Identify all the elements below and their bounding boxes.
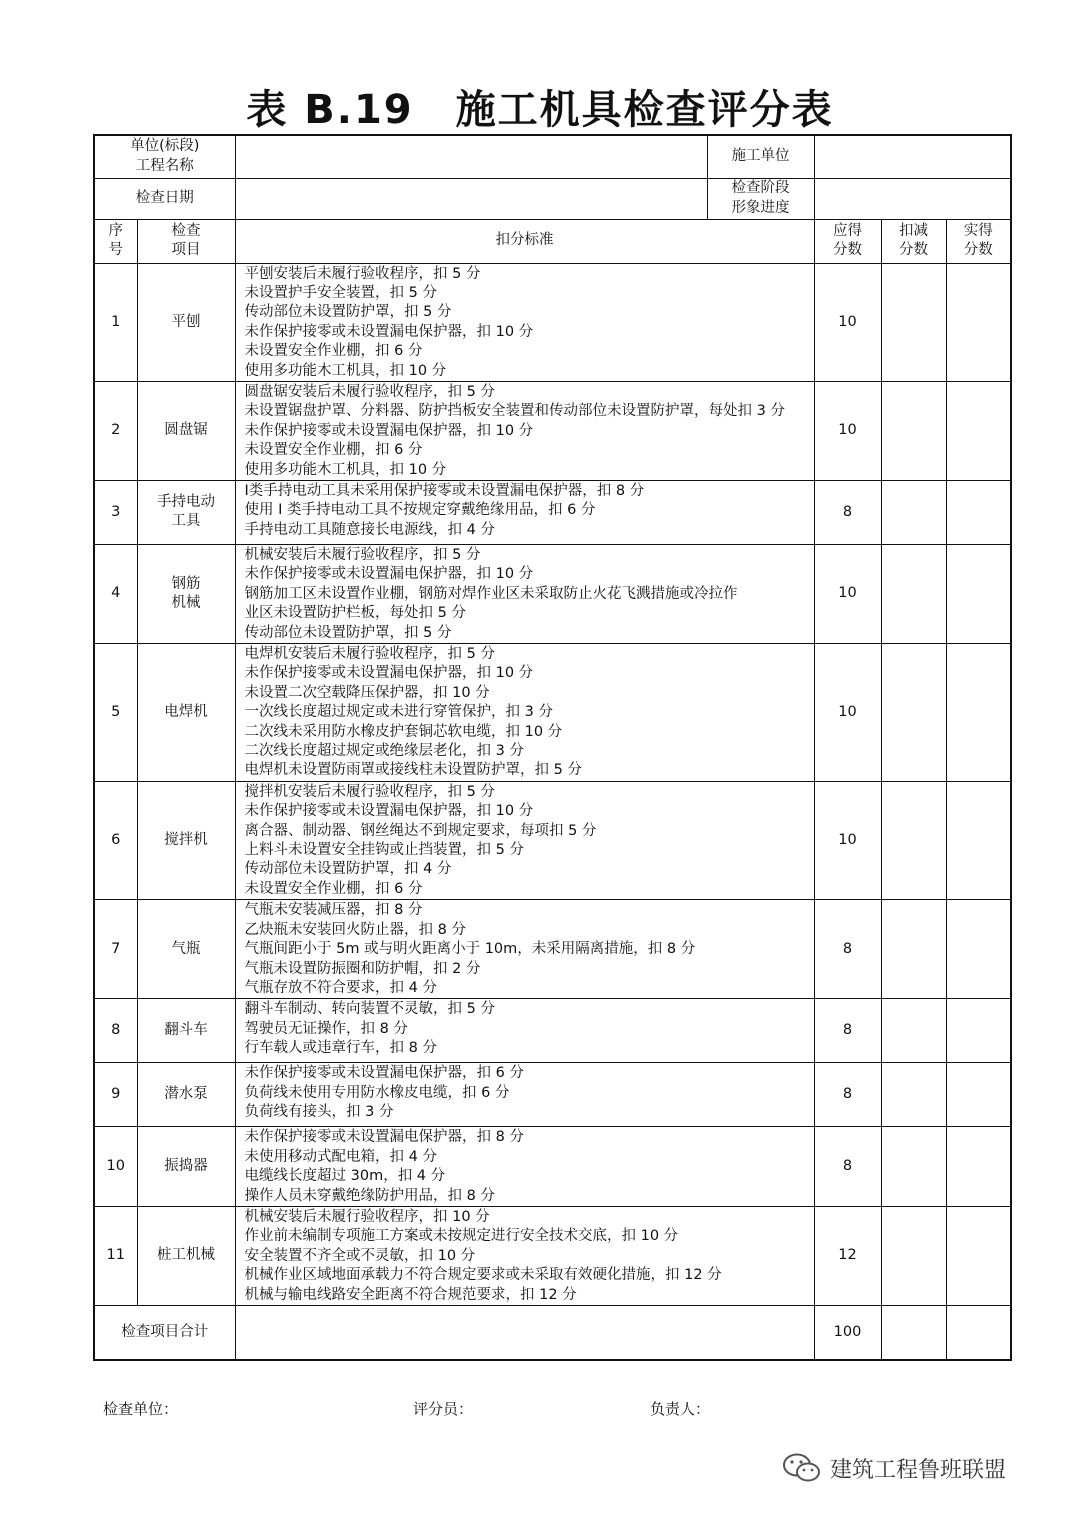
unit-value-cell[interactable]: [235, 135, 707, 178]
criteria-line: 未作保护接零或未设置漏电保护器，扣 10 分: [244, 665, 534, 682]
due-score: 10: [814, 644, 881, 782]
criteria-line: 二次线未采用防水橡皮护套铜芯软电缆，扣 10 分: [244, 723, 563, 740]
criteria-line: 使用多功能木工机具，扣 10 分: [244, 461, 447, 478]
table-row: [94, 781, 1011, 899]
criteria-line: 乙炔瓶未安装回火防止器，扣 8 分: [244, 921, 466, 938]
inspection-item: 气瓶: [137, 900, 235, 999]
deduction-criteria: [235, 781, 814, 899]
actual-score[interactable]: [946, 900, 1011, 999]
table-row: [94, 480, 1011, 544]
criteria-line: 气瓶存放不符合要求，扣 4 分: [244, 979, 437, 996]
inspection-item: 电焊机: [137, 644, 235, 782]
criteria-line: 安全装置不齐全或不灵敏，扣 10 分: [244, 1247, 476, 1264]
criteria-line: 传动部位未设置防护罩，扣 4 分: [244, 861, 452, 878]
criteria-line: 一次线长度超过规定或未进行穿管保护，扣 3 分: [244, 704, 553, 721]
due-score: 8: [814, 480, 881, 544]
actual-score[interactable]: [946, 644, 1011, 782]
criteria-line: 使用多功能木工机具，扣 10 分: [244, 362, 447, 379]
deduction-criteria: [235, 1206, 814, 1305]
actual-score[interactable]: [946, 381, 1011, 480]
criteria-line: 搅拌机安装后未履行验收程序，扣 5 分: [244, 783, 495, 800]
criteria-line: 行车载人或违章行车，扣 8 分: [244, 1040, 437, 1057]
criteria-line: 机械与输电线路安全距离不符合规范要求，扣 12 分: [244, 1286, 577, 1303]
table-row: [94, 544, 1011, 643]
criteria-line: 未使用移动式配电箱，扣 4 分: [244, 1148, 437, 1165]
scoring-table: [93, 134, 1012, 1361]
criteria-line: 未作保护接零或未设置漏电保护器，扣 8 分: [244, 1129, 524, 1146]
deducted-score[interactable]: [881, 900, 946, 999]
title-code: 表 B.19: [246, 87, 414, 133]
criteria-line: 离合器、制动器、钢丝绳达不到规定要求，每项扣 5 分: [244, 822, 597, 839]
due-score: 8: [814, 1127, 881, 1207]
total-due-score: 100: [814, 1305, 881, 1360]
table-row: [94, 1063, 1011, 1127]
contractor-value-cell[interactable]: [814, 135, 1011, 178]
actual-score[interactable]: [946, 1063, 1011, 1127]
row-number: 3: [94, 480, 137, 544]
criteria-line: 圆盘锯安装后未履行验收程序，扣 5 分: [244, 383, 495, 400]
inspection-item: 桩工机械: [137, 1206, 235, 1305]
due-score: 12: [814, 1206, 881, 1305]
deducted-score[interactable]: [881, 544, 946, 643]
criteria-line: 平刨安装后未履行验收程序，扣 5 分: [244, 265, 481, 282]
criteria-line: 电焊机未设置防雨罩或接线柱未设置防护罩，扣 5 分: [244, 762, 582, 779]
row-number: 6: [94, 781, 137, 899]
footer-rater: 评分员：: [413, 1400, 474, 1418]
table-row: [94, 999, 1011, 1063]
row-number: 2: [94, 381, 137, 480]
deduction-criteria: [235, 263, 814, 381]
header-row-project: [94, 135, 1011, 178]
due-score: 10: [814, 544, 881, 643]
deducted-score[interactable]: [881, 480, 946, 544]
criteria-line: Ⅰ类手持电动工具未采用保护接零或未设置漏电保护器，扣 8 分: [244, 482, 645, 499]
inspection-item: 翻斗车: [137, 999, 235, 1063]
criteria-line: 未设置锯盘护罩、分料器、防护挡板安全装置和传动部位未设置防护罩，每处扣 3 分: [244, 403, 785, 420]
contractor-label-cell: 施工单位: [707, 135, 814, 178]
criteria-line: 机械安装后未履行验收程序，扣 10 分: [244, 1208, 490, 1225]
deducted-score[interactable]: [881, 644, 946, 782]
deduction-criteria: [235, 900, 814, 999]
inspection-item: 钢筋 机械: [137, 544, 235, 643]
actual-score[interactable]: [946, 781, 1011, 899]
actual-score[interactable]: [946, 480, 1011, 544]
criteria-line: 电缆线长度超过 30m，扣 4 分: [244, 1168, 446, 1185]
due-score: 10: [814, 263, 881, 381]
criteria-line: 气瓶未设置防振圈和防护帽，扣 2 分: [244, 960, 481, 977]
row-number: 9: [94, 1063, 137, 1127]
criteria-line: 传动部位未设置防护罩，扣 5 分: [244, 304, 452, 321]
col-criteria-header: 扣分标准: [235, 219, 814, 263]
table-row: [94, 1206, 1011, 1305]
deduction-criteria: [235, 1127, 814, 1207]
criteria-line: 未设置安全作业棚，扣 6 分: [244, 343, 423, 360]
header-row-date: [94, 178, 1011, 219]
col-actual-header: 实得 分数: [946, 219, 1011, 263]
inspection-item: 潜水泵: [137, 1063, 235, 1127]
col-no-header: 序 号: [94, 219, 137, 263]
due-score: 8: [814, 999, 881, 1063]
inspection-item: 搅拌机: [137, 781, 235, 899]
deduction-criteria: [235, 381, 814, 480]
criteria-line: 电焊机安装后未履行验收程序，扣 5 分: [244, 646, 495, 662]
stage-label-cell: 检查阶段 形象进度: [707, 178, 814, 219]
criteria-line: 未作保护接零或未设置漏电保护器，扣 10 分: [244, 323, 534, 340]
criteria-line: 机械作业区域地面承载力不符合规定要求或未采取有效硬化措施，扣 12 分: [244, 1267, 722, 1284]
table-row: [94, 1127, 1011, 1207]
criteria-line: 未设置安全作业棚，扣 6 分: [244, 880, 423, 897]
row-number: 1: [94, 263, 137, 381]
inspection-item: 振捣器: [137, 1127, 235, 1207]
inspection-item: 圆盘锯: [137, 381, 235, 480]
due-score: 8: [814, 1063, 881, 1127]
deducted-score[interactable]: [881, 781, 946, 899]
unit-label-cell: 单位(标段) 工程名称: [94, 135, 235, 178]
inspection-item: 平刨: [137, 263, 235, 381]
total-label: 检查项目合计: [94, 1305, 235, 1360]
row-number: 4: [94, 544, 137, 643]
criteria-line: 钢筋加工区未设置作业棚，钢筋对焊作业区未采取防止火花飞溅措施或冷拉作: [244, 585, 738, 602]
date-label-cell: 检查日期: [94, 178, 235, 219]
criteria-line: 上料斗未设置安全挂钩或止挡装置，扣 5 分: [244, 842, 524, 859]
row-number: 5: [94, 644, 137, 782]
deduction-criteria: [235, 544, 814, 643]
deducted-score[interactable]: [881, 1206, 946, 1305]
total-blank: [235, 1305, 814, 1360]
col-deduct-header: 扣减 分数: [881, 219, 946, 263]
row-number: 7: [94, 900, 137, 999]
criteria-line: 负荷线有接头，扣 3 分: [244, 1104, 394, 1121]
watermark: [782, 1452, 1006, 1484]
wechat-icon: [782, 1452, 822, 1484]
total-row: [94, 1305, 1011, 1360]
row-number: 10: [94, 1127, 137, 1207]
actual-score[interactable]: [946, 544, 1011, 643]
due-score: 10: [814, 781, 881, 899]
deducted-score[interactable]: [881, 1063, 946, 1127]
due-score: 10: [814, 381, 881, 480]
criteria-line: 未作保护接零或未设置漏电保护器，扣 6 分: [244, 1065, 524, 1082]
due-score: 8: [814, 900, 881, 999]
criteria-line: 未作保护接零或未设置漏电保护器，扣 10 分: [244, 803, 534, 820]
footer-inspect-unit: 检查单位：: [103, 1400, 179, 1418]
criteria-line: 负荷线未使用专用防水橡皮电缆，扣 6 分: [244, 1084, 510, 1101]
criteria-line: 业区未设置防护栏板，每处扣 5 分: [244, 605, 466, 622]
deduction-criteria: [235, 644, 814, 782]
page-title: [0, 78, 1080, 135]
criteria-line: 未设置护手安全装置，扣 5 分: [244, 284, 437, 301]
deduction-criteria: [235, 999, 814, 1063]
deduction-criteria: [235, 480, 814, 544]
criteria-line: 未作保护接零或未设置漏电保护器，扣 10 分: [244, 422, 534, 439]
date-value-cell[interactable]: [235, 178, 707, 219]
table-row: [94, 263, 1011, 381]
col-due-header: 应得 分数: [814, 219, 881, 263]
deducted-score[interactable]: [881, 1127, 946, 1207]
row-number: 11: [94, 1206, 137, 1305]
criteria-line: 未设置二次空载降压保护器，扣 10 分: [244, 684, 490, 701]
stage-value-cell[interactable]: [814, 178, 1011, 219]
deduction-criteria: [235, 1063, 814, 1127]
footer-responsible: 负责人：: [650, 1400, 711, 1418]
criteria-line: 传动部位未设置防护罩，扣 5 分: [244, 624, 452, 641]
deducted-score[interactable]: [881, 999, 946, 1063]
criteria-line: 手持电动工具随意接长电源线，扣 4 分: [244, 521, 495, 538]
criteria-line: 作业前未编制专项施工方案或未按规定进行安全技术交底，扣 10 分: [244, 1228, 679, 1245]
criteria-line: 操作人员未穿戴绝缘防护用品，扣 8 分: [244, 1187, 495, 1204]
col-item-header: 检查 项目: [137, 219, 235, 263]
actual-score[interactable]: [946, 263, 1011, 381]
criteria-line: 未作保护接零或未设置漏电保护器，扣 10 分: [244, 566, 534, 583]
title-name: 施工机具检查评分表: [455, 87, 834, 133]
criteria-line: 机械安装后未履行验收程序，扣 5 分: [244, 546, 481, 563]
criteria-line: 使用 Ⅰ 类手持电动工具不按规定穿戴绝缘用品，扣 6 分: [244, 502, 596, 519]
column-header-row: [94, 219, 1011, 263]
actual-score[interactable]: [946, 1127, 1011, 1207]
deducted-score[interactable]: [881, 381, 946, 480]
criteria-line: 气瓶间距小于 5m 或与明火距离小于 10m，未采用隔离措施，扣 8 分: [244, 941, 696, 958]
row-number: 8: [94, 999, 137, 1063]
actual-score[interactable]: [946, 1206, 1011, 1305]
deducted-score[interactable]: [881, 263, 946, 381]
watermark-text: 建筑工程鲁班联盟: [830, 1457, 1007, 1483]
total-deducted-score[interactable]: [881, 1305, 946, 1360]
criteria-line: 驾驶员无证操作，扣 8 分: [244, 1020, 408, 1037]
criteria-line: 二次线长度超过规定或绝缘层老化，扣 3 分: [244, 743, 524, 760]
actual-score[interactable]: [946, 999, 1011, 1063]
table-row: [94, 381, 1011, 480]
criteria-line: 翻斗车制动、转向装置不灵敏，扣 5 分: [244, 1001, 495, 1018]
criteria-line: 未设置安全作业棚，扣 6 分: [244, 442, 423, 459]
table-row: [94, 900, 1011, 999]
criteria-line: 气瓶未安装减压器，扣 8 分: [244, 902, 423, 919]
inspection-item: 手持电动 工具: [137, 480, 235, 544]
table-row: [94, 644, 1011, 782]
total-actual-score[interactable]: [946, 1305, 1011, 1360]
